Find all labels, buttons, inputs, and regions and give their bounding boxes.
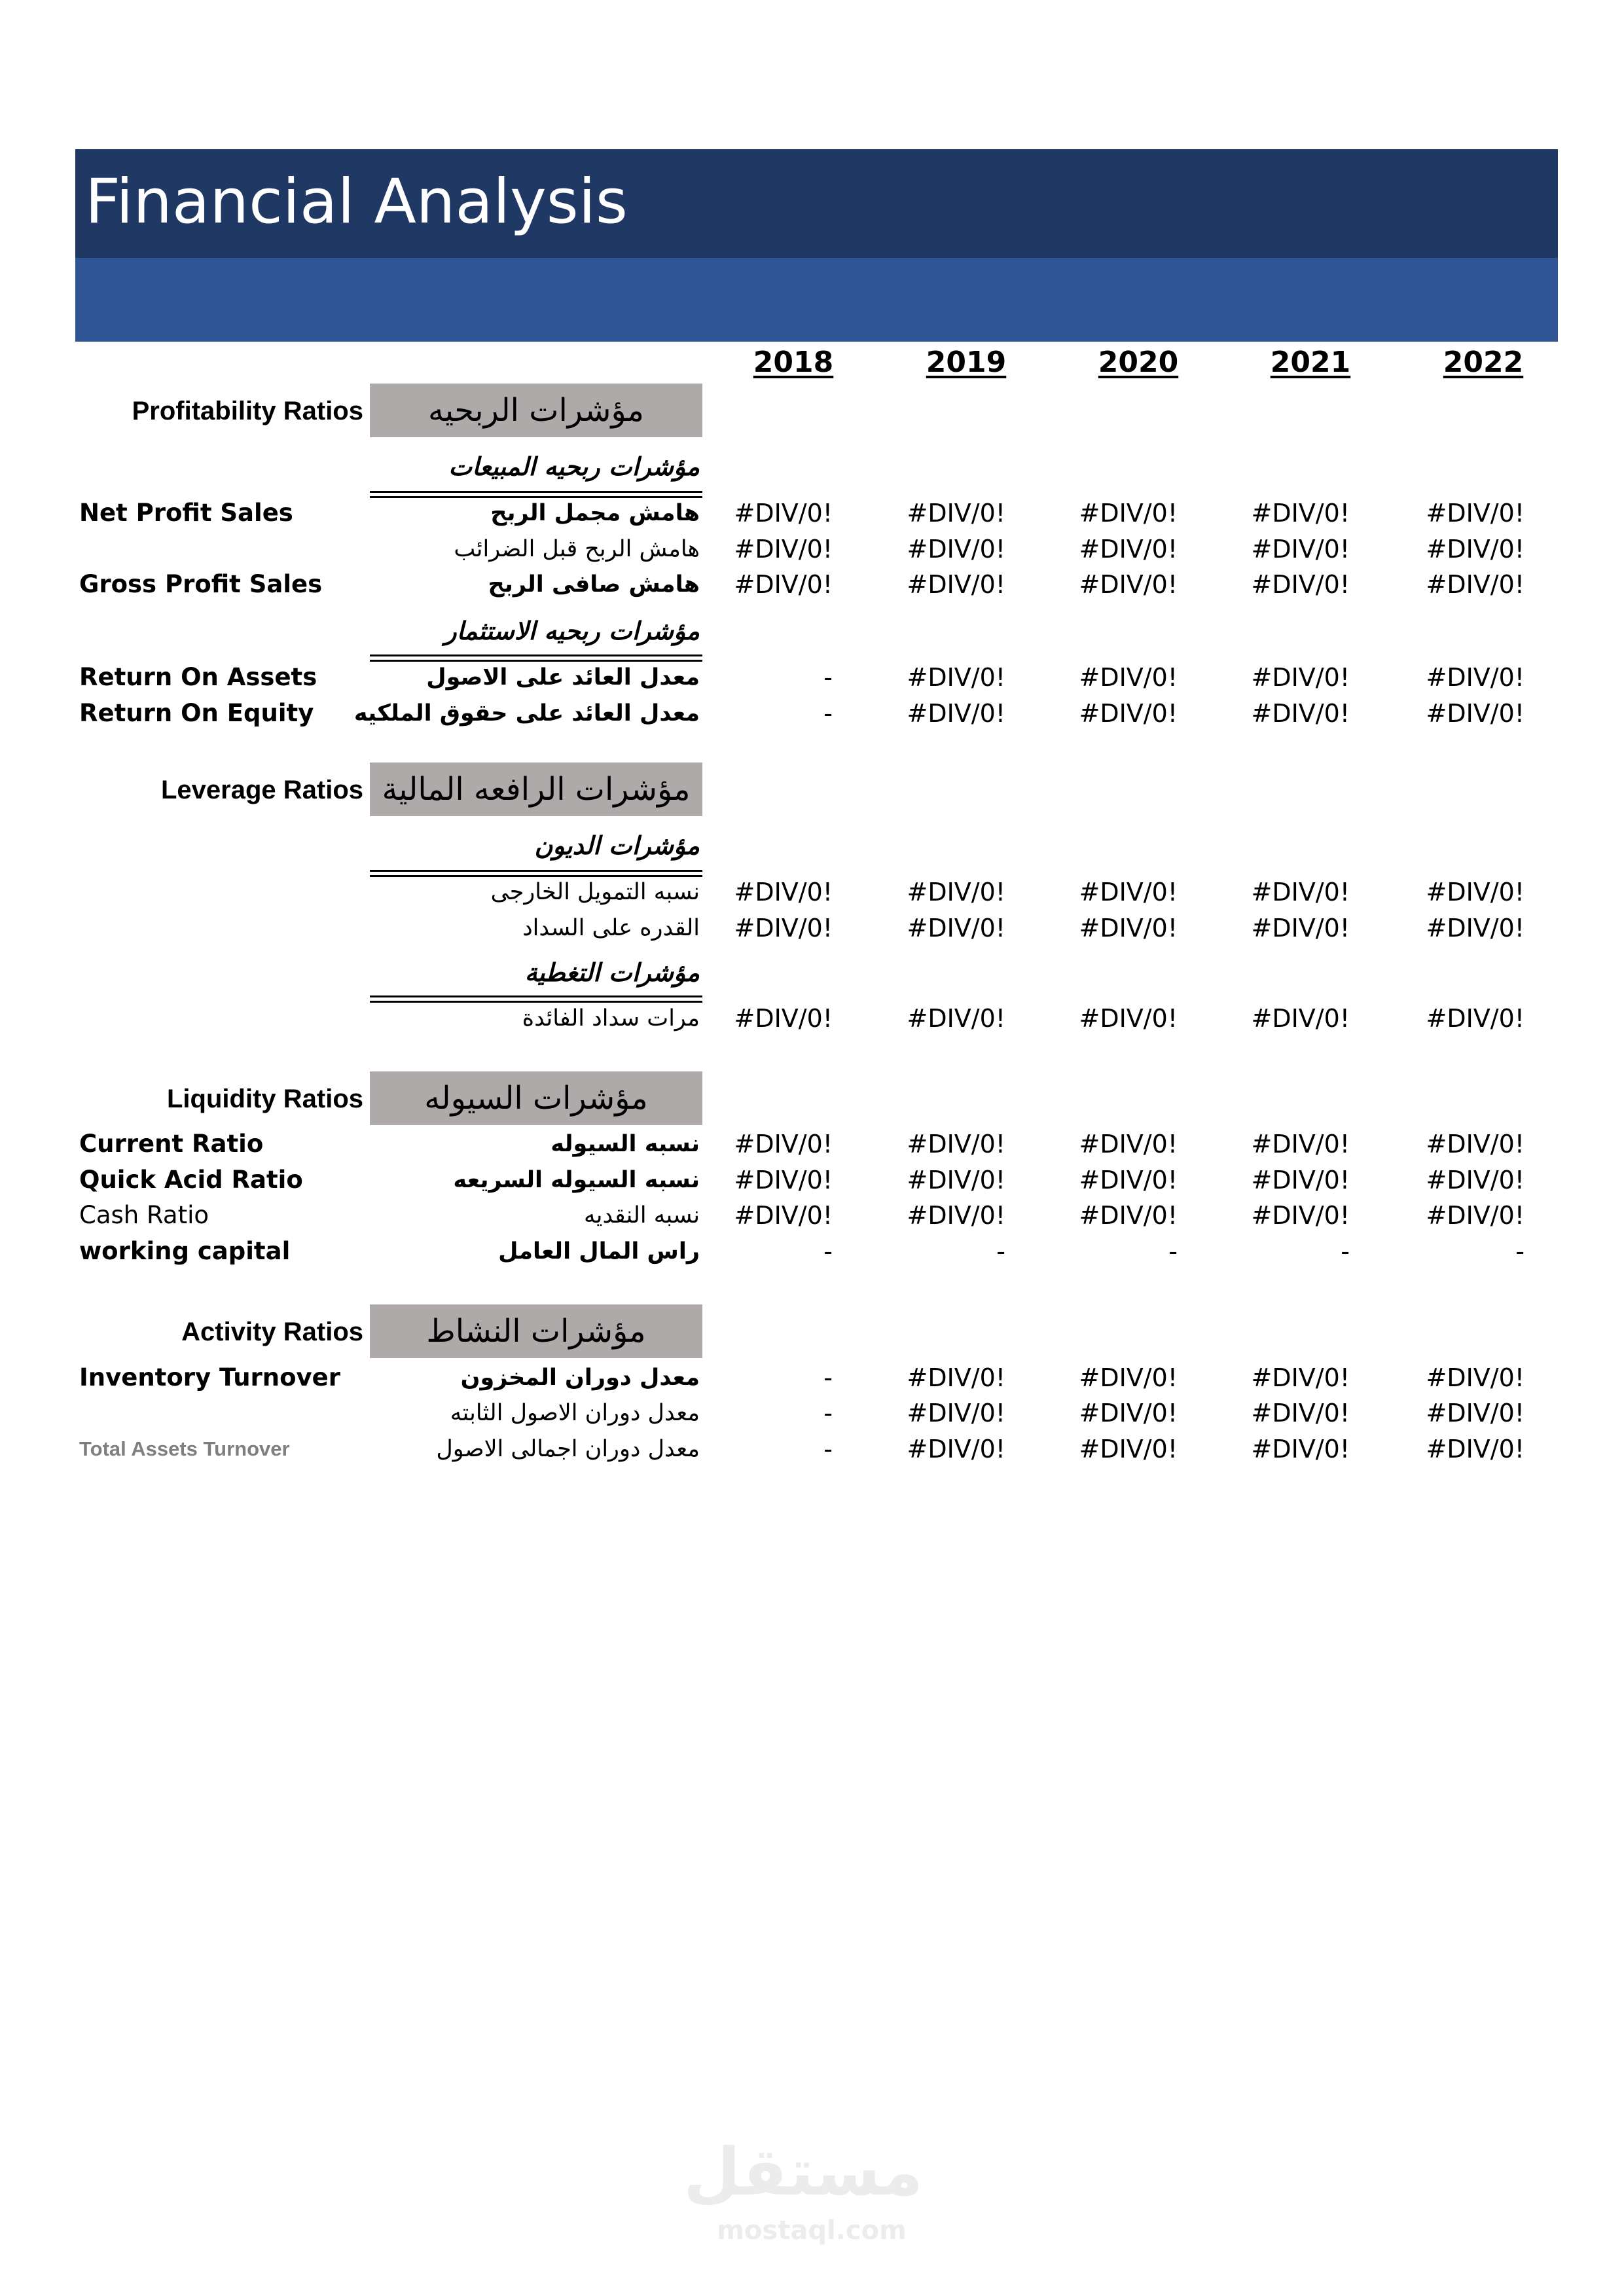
section-box-activity: مؤشرات النشاط [370,1304,702,1358]
row-label-ar: معدل دوران الاصول الثابته [450,1400,700,1426]
cell-2019: #DIV/0! [907,878,1005,906]
cell-2019: #DIV/0! [907,1399,1005,1427]
cell-2021: #DIV/0! [1251,1399,1350,1427]
year-header-2021: 2021 [1270,346,1351,379]
section-title-profitability: Profitability Ratios [132,397,363,425]
cell-2018: - [823,1237,833,1266]
table-row [0,531,1624,567]
cell-2021: #DIV/0! [1251,914,1350,942]
cell-2020: #DIV/0! [1079,499,1178,528]
cell-2018: #DIV/0! [734,914,833,942]
table-row [0,1359,1624,1396]
table-row [0,1162,1624,1198]
row-label-en: working capital [79,1237,291,1265]
cell-2018: - [823,1399,833,1427]
page-title: Financial Analysis [85,166,628,238]
row-label-ar: معدل العائد على حقوق الملكيه [353,700,700,726]
row-label-en: Total Assets Turnover [79,1437,290,1460]
table-row [0,1126,1624,1162]
table-row [0,910,1624,946]
cell-2019: #DIV/0! [907,663,1005,692]
cell-2019: - [996,1237,1005,1266]
row-label-ar: هامش مجمل الربح [490,500,700,526]
cell-2018: #DIV/0! [734,1201,833,1230]
cell-2022: - [1515,1237,1525,1266]
cell-2018: #DIV/0! [734,1004,833,1033]
cell-2020: #DIV/0! [1079,1363,1178,1392]
row-label-ar: راس المال العامل [498,1238,700,1265]
cell-2021: #DIV/0! [1251,570,1350,599]
row-label-ar: هامش الربح قبل الضرائب [454,536,700,562]
cell-2019: #DIV/0! [907,1363,1005,1392]
row-label-ar: معدل العائد على الاصول [426,664,700,691]
table-row [0,874,1624,910]
cell-2018: #DIV/0! [734,1166,833,1194]
cell-2022: #DIV/0! [1426,1363,1525,1392]
row-label-ar: هامش صافى الربح [488,571,700,598]
year-header-2022: 2022 [1443,346,1524,379]
year-header-2020: 2020 [1098,346,1179,379]
row-label-en: Cash Ratio [79,1201,209,1229]
cell-2021: - [1341,1237,1350,1266]
cell-2020: #DIV/0! [1079,1004,1178,1033]
cell-2018: #DIV/0! [734,878,833,906]
cell-2022: #DIV/0! [1426,878,1525,906]
cell-2022: #DIV/0! [1426,1201,1525,1230]
section-box-leverage: مؤشرات الرافعه المالية [370,762,702,816]
row-label-ar: نسبه السيوله السريعه [453,1167,700,1193]
row-label-ar: معدل دوران اجمالى الاصول [436,1436,700,1462]
header-band-light [75,258,1558,342]
section-title-leverage: Leverage Ratios [160,776,363,804]
cell-2022: #DIV/0! [1426,699,1525,728]
cell-2018: #DIV/0! [734,1130,833,1158]
table-row [0,695,1624,732]
cell-2018: #DIV/0! [734,535,833,564]
row-label-en: Inventory Turnover [79,1363,340,1391]
cell-2022: #DIV/0! [1426,1435,1525,1463]
cell-2020: #DIV/0! [1079,570,1178,599]
cell-2020: #DIV/0! [1079,663,1178,692]
cell-2022: #DIV/0! [1426,1130,1525,1158]
cell-2022: #DIV/0! [1426,535,1525,564]
row-label-ar: نسبه السيوله [550,1131,700,1157]
cell-2021: #DIV/0! [1251,878,1350,906]
watermark-logo-arabic: مستقل [683,2134,923,2210]
cell-2021: #DIV/0! [1251,1363,1350,1392]
row-label-en: Gross Profit Sales [79,570,323,598]
table-row [0,495,1624,531]
section-box-liquidity: مؤشرات السيوله [370,1071,702,1125]
cell-2021: #DIV/0! [1251,1130,1350,1158]
cell-2022: #DIV/0! [1426,1399,1525,1427]
cell-2020: #DIV/0! [1079,1399,1178,1427]
row-label-ar: نسبه النقديه [584,1202,700,1229]
table-row [0,1197,1624,1234]
cell-2021: #DIV/0! [1251,1201,1350,1230]
cell-2021: #DIV/0! [1251,1166,1350,1194]
row-label-en: Current Ratio [79,1130,264,1158]
section-title-activity: Activity Ratios [181,1318,363,1346]
cell-2019: #DIV/0! [907,1201,1005,1230]
cell-2019: #DIV/0! [907,1435,1005,1463]
table-row [0,1000,1624,1037]
cell-2018: - [823,1363,833,1392]
cell-2019: #DIV/0! [907,914,1005,942]
row-label-ar: مرات سداد الفائدة [522,1005,700,1031]
cell-2020: #DIV/0! [1079,878,1178,906]
cell-2021: #DIV/0! [1251,535,1350,564]
cell-2019: #DIV/0! [907,699,1005,728]
subheading-coverage: مؤشرات التغطية [524,958,700,987]
cell-2022: #DIV/0! [1426,663,1525,692]
cell-2021: #DIV/0! [1251,1004,1350,1033]
cell-2019: #DIV/0! [907,499,1005,528]
row-label-en: Return On Equity [79,699,314,727]
cell-2020: #DIV/0! [1079,1201,1178,1230]
section-title-liquidity: Liquidity Ratios [167,1085,363,1113]
cell-2018: #DIV/0! [734,570,833,599]
year-header-2018: 2018 [753,346,834,379]
cell-2020: #DIV/0! [1079,1435,1178,1463]
table-row [0,1431,1624,1467]
table-row [0,1233,1624,1270]
cell-2018: - [823,663,833,692]
cell-2022: #DIV/0! [1426,914,1525,942]
cell-2020: #DIV/0! [1079,535,1178,564]
cell-2022: #DIV/0! [1426,570,1525,599]
cell-2018: - [823,1435,833,1463]
cell-2019: #DIV/0! [907,535,1005,564]
table-row [0,1395,1624,1431]
cell-2021: #DIV/0! [1251,699,1350,728]
cell-2022: #DIV/0! [1426,499,1525,528]
section-box-profitability: مؤشرات الربحيه [370,384,702,437]
cell-2021: #DIV/0! [1251,499,1350,528]
cell-2022: #DIV/0! [1426,1166,1525,1194]
cell-2020: #DIV/0! [1079,1130,1178,1158]
row-label-en: Quick Acid Ratio [79,1166,303,1194]
cell-2018: #DIV/0! [734,499,833,528]
cell-2019: #DIV/0! [907,1004,1005,1033]
watermark-logo-url: mostaql.com [717,2215,907,2246]
row-label-en: Net Profit Sales [79,499,293,527]
cell-2021: #DIV/0! [1251,663,1350,692]
subheading-sales-profitability: مؤشرات ربحيه المبيعات [448,452,700,481]
subheading-debt: مؤشرات الديون [534,831,700,860]
subheading-investment-profitability: مؤشرات ربحيه الاستثمار [444,616,700,645]
table-row [0,659,1624,696]
cell-2022: #DIV/0! [1426,1004,1525,1033]
cell-2019: #DIV/0! [907,1166,1005,1194]
cell-2020: - [1168,1237,1178,1266]
cell-2020: #DIV/0! [1079,1166,1178,1194]
row-label-ar: معدل دوران المخزون [460,1365,700,1391]
row-label-ar: نسبه التمويل الخارجى [490,879,700,905]
row-label-en: Return On Assets [79,663,317,691]
cell-2020: #DIV/0! [1079,914,1178,942]
table-row [0,566,1624,603]
year-header-2019: 2019 [926,346,1007,379]
cell-2019: #DIV/0! [907,1130,1005,1158]
cell-2019: #DIV/0! [907,570,1005,599]
cell-2018: - [823,699,833,728]
row-label-ar: القدره على السداد [522,915,700,941]
cell-2021: #DIV/0! [1251,1435,1350,1463]
cell-2020: #DIV/0! [1079,699,1178,728]
